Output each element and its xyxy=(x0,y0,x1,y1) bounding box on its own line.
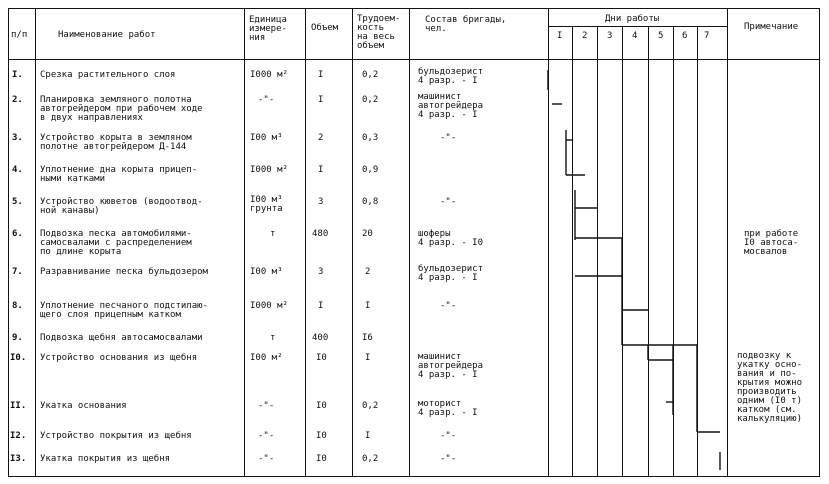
row-4-no: 4. xyxy=(12,165,23,175)
row-9-no: 9. xyxy=(12,333,23,343)
row-12-labor: I xyxy=(365,431,371,441)
day-header-6: 6 xyxy=(682,31,688,41)
row-10-name: Устройство основания из щебня xyxy=(40,353,198,363)
row-12-volume: I0 xyxy=(316,431,327,441)
row-12-crew: -"- xyxy=(440,431,457,441)
row-4-name: Уплотнение дна корыта прицеп- ными катками xyxy=(40,165,198,184)
row-10-volume: I0 xyxy=(316,353,327,363)
row-11-unit: -"- xyxy=(258,401,275,411)
header-labor: Трудоем- кость на весь объем xyxy=(357,14,401,51)
row-1-name: Срезка растительного слоя xyxy=(40,70,176,80)
gantt-bars xyxy=(548,70,720,470)
row-2-no: 2. xyxy=(12,95,23,105)
row-6-name: Подвозка песка автомобилями- самосвалами с распределением по длине корыта xyxy=(40,229,192,257)
row-6-volume: 480 xyxy=(312,229,329,239)
row-5-unit: I00 м³ грунта xyxy=(250,195,283,214)
header-name: Наименование работ xyxy=(58,30,156,40)
row-1-labor: 0,2 xyxy=(362,70,379,80)
row-4-volume: I xyxy=(318,165,324,175)
row-12-unit: -"- xyxy=(258,431,275,441)
row-10-labor: I xyxy=(365,353,371,363)
row-7-no: 7. xyxy=(12,267,23,277)
row-10-unit: I00 м² xyxy=(250,353,283,363)
row-8-labor: I xyxy=(365,301,371,311)
row-7-labor: 2 xyxy=(365,267,371,277)
row-3-volume: 2 xyxy=(318,133,324,143)
header-note: Примечание xyxy=(744,22,799,32)
row-2-crew: машинист автогрейдера 4 разр. - I xyxy=(418,92,484,120)
header-unit: Единица измере- ния xyxy=(249,15,287,43)
header-crew: Состав бригады, чел. xyxy=(425,15,507,34)
day-header-5: 5 xyxy=(658,31,664,41)
row-8-name: Уплотнение песчаного подстилаю- щего слоя прицепным катком xyxy=(40,301,208,320)
row-11-crew: моторист 4 разр. - I xyxy=(418,399,478,418)
row-2-labor: 0,2 xyxy=(362,95,379,105)
row-10-no: I0. xyxy=(10,353,27,363)
row-13-unit: -"- xyxy=(258,454,275,464)
row-4-labor: 0,9 xyxy=(362,165,379,175)
note-row-10: подвозку к укатку осно- вания и по- крытия можно производить одним (I0 т) катком (см. калькуляцию) xyxy=(737,351,803,424)
row-5-no: 5. xyxy=(12,197,23,207)
row-13-name: Укатка покрытия из щебня xyxy=(40,454,171,464)
row-7-crew: бульдозерист 4 разр. - I xyxy=(418,264,484,283)
row-6-crew: шоферы 4 разр. - I0 xyxy=(418,229,484,248)
row-8-no: 8. xyxy=(12,301,23,311)
row-8-unit: I000 м² xyxy=(250,301,288,311)
row-4-unit: I000 м² xyxy=(250,165,288,175)
row-9-unit: т xyxy=(270,333,276,343)
row-3-unit: I00 м³ xyxy=(250,133,283,143)
row-5-name: Устройство кюветов (водоотвод- ной канавы) xyxy=(40,197,203,216)
row-13-no: I3. xyxy=(10,454,27,464)
row-12-no: I2. xyxy=(10,431,27,441)
row-6-no: 6. xyxy=(12,229,23,239)
row-9-name: Подвозка щебня автосамосвалами xyxy=(40,333,203,343)
row-9-volume: 400 xyxy=(312,333,329,343)
note-row-6: при работе I0 автоса- мосвалов xyxy=(744,229,799,257)
day-header-1: I xyxy=(557,31,563,41)
row-3-no: 3. xyxy=(12,133,23,143)
row-5-volume: 3 xyxy=(318,197,324,207)
row-11-volume: I0 xyxy=(316,401,327,411)
row-3-name: Устройство корыта в земляном полотне автогрейдером Д-144 xyxy=(40,133,192,152)
row-10-crew: машинист автогрейдера 4 разр. - I xyxy=(418,352,484,380)
day-header-2: 2 xyxy=(582,31,588,41)
row-3-crew: -"- xyxy=(440,133,457,143)
row-1-unit: I000 м² xyxy=(250,70,288,80)
row-1-crew: бульдозерист 4 разр. - I xyxy=(418,67,484,86)
header-no: п/п xyxy=(11,30,28,40)
row-5-labor: 0,8 xyxy=(362,197,379,207)
row-1-volume: I xyxy=(318,70,324,80)
day-header-7: 7 xyxy=(704,31,710,41)
row-7-name: Разравнивание песка бульдозером xyxy=(40,267,208,277)
day-header-3: 3 xyxy=(607,31,613,41)
header-days: Дни работы xyxy=(605,14,660,24)
row-12-name: Устройство покрытия из щебня xyxy=(40,431,192,441)
row-2-volume: I xyxy=(318,95,324,105)
row-13-volume: I0 xyxy=(316,454,327,464)
header-volume: Объем xyxy=(311,23,339,33)
row-11-name: Укатка основания xyxy=(40,401,127,411)
row-11-no: II. xyxy=(10,401,27,411)
row-2-unit: -"- xyxy=(258,95,275,105)
row-7-volume: 3 xyxy=(318,267,324,277)
row-8-volume: I xyxy=(318,301,324,311)
row-6-labor: 20 xyxy=(362,229,373,239)
row-9-labor: I6 xyxy=(362,333,373,343)
row-11-labor: 0,2 xyxy=(362,401,379,411)
day-header-4: 4 xyxy=(632,31,638,41)
row-13-labor: 0,2 xyxy=(362,454,379,464)
row-5-crew: -"- xyxy=(440,197,457,207)
row-6-unit: т xyxy=(270,229,276,239)
row-1-no: I. xyxy=(12,70,23,80)
row-3-labor: 0,3 xyxy=(362,133,379,143)
row-13-crew: -"- xyxy=(440,454,457,464)
row-7-unit: I00 м³ xyxy=(250,267,283,277)
row-2-name: Планировка земляного полотна автогрейдером при рабочем ходе в двух направлениях xyxy=(40,95,203,123)
row-8-crew: -"- xyxy=(440,301,457,311)
